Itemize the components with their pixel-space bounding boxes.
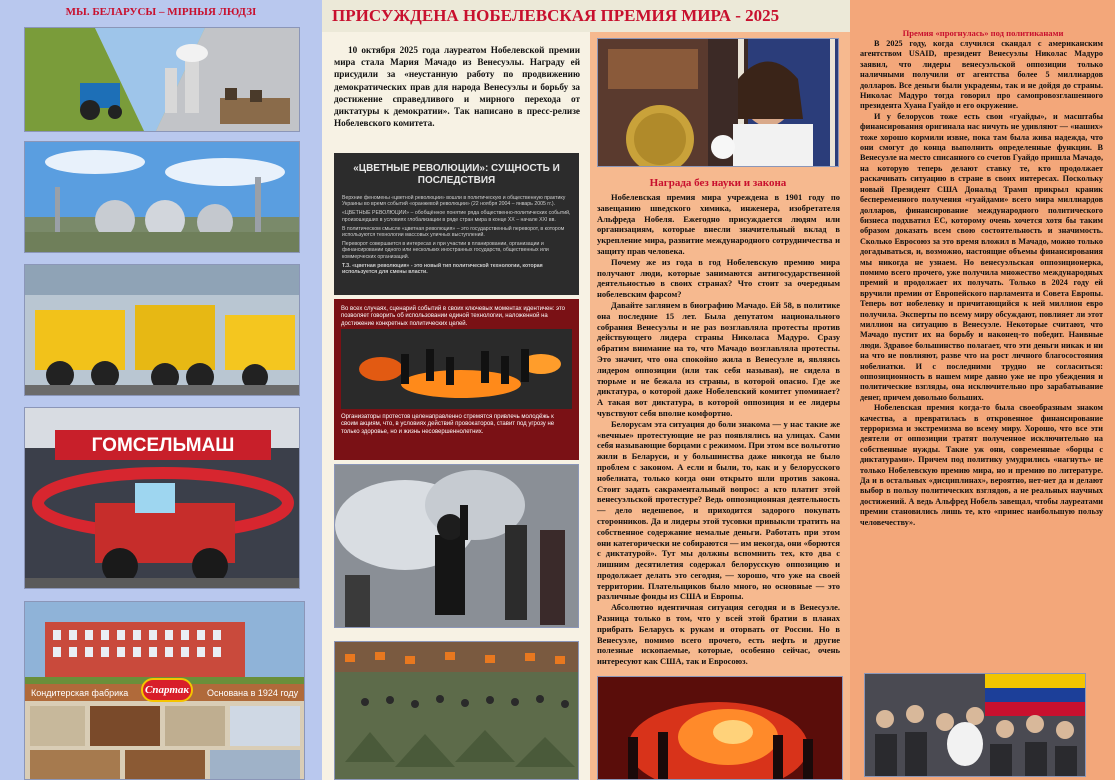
left-column-title: МЫ. БЕЛАРУСЫ – МІРНЫЯ ЛЮДЗІ <box>65 6 257 18</box>
col3-subtitle: Награда без науки и закона <box>649 177 787 189</box>
col3-paragraph: Почему же из года в год Нобелевскую премию мира получают люди, которые занимаются антигосударственной деятельностью в своих странах? Что стоит за очередным нобелевским фарсом? <box>597 256 840 300</box>
protest-card-top-text: Во всех случаях, сценарий событий в своих ключевых моментах идентичен: это позволяет говорить об использовании единой технологии, наложенной на достижение конкретных политических целей. <box>341 306 565 327</box>
col4-paragraph: В 2025 году, когда случился скандал с американским агентством USAID, президент Венесуэлы Николас Мадуро заявил, что лидеры венесуэльской оппозиции только наличными получили от агентства более 5 миллиардов долларов. Все деньги были украдены, так и не дойдя до страны. Николас Мадуро тогда говорил про самопровозглашенного президента Хуана Гуайдо и его окружение. <box>860 39 1103 111</box>
doc-paragraph: «ЦВЕТНЫЕ РЕВОЛЮЦИИ» – обобщённое понятие ряда общественно-политических событий, произошедших в условиях глобализации в ряде стран мира в конце XX – начале XXI вв. <box>342 210 571 223</box>
col4-text <box>860 39 1103 528</box>
photo-spartak <box>24 601 305 780</box>
photo-camp-crowd <box>334 641 579 780</box>
photo-tear-gas <box>334 464 579 628</box>
doc-colored-revolutions <box>334 153 579 295</box>
photo-refinery <box>24 141 300 253</box>
spartak-caption-right: Основана в 1924 году <box>207 688 299 698</box>
photo-venezuela-crowd <box>864 673 1086 777</box>
photo-gomselmash <box>24 407 300 589</box>
riot-photo <box>341 329 572 409</box>
photo-machado-medal <box>597 38 839 167</box>
col4-subtitle: Премия «прогнулась» под политиканами <box>902 28 1064 38</box>
page-title: ПРИСУЖДЕНА НОБЕЛЕВСКАЯ ПРЕМИЯ МИРА - 2025 <box>332 6 780 25</box>
spartak-caption-left: Кондитерская фабрика <box>31 688 129 698</box>
doc-signature: Т.З. «цветная революция» - это новый тип политической технологии, которая используется для смены власти. <box>342 262 543 276</box>
col3-paragraph: Белорусам эта ситуация до боли знакома — у нас такие же «вечные» протестующие не раз появлялись на улицах. Сами себя называющие борцами с режимом. При этом все вольготно жили в Беларуси, и у большинства даже никогда не было проблем с законом. А если и были, то, как и у белорусского нобелиата, только когда они открыто шли против закона. Стоит задать сакраментальный вопрос: а кто платит этой венесуэльской протестуре? Ведь оппозиционная деятельность — дело недешевое, и приходится задорого покупать сторонников. Да и лидеры этой тусовки привыкли тратить на собственное содержание немалые деньги. Работать при этом они категорически не собираются — им некогда, они «борются с диктатурой». Тут мы должны вспомнить тех, кто два с лишним десятилетия содержал белорусскую оппозицию и продолжает делать это сегодня, — хорошо, что уже на своей территории. Плательщиков было много, но основные — это различные фонды из США и Европы. <box>597 418 840 602</box>
protest-card-bottom-text: Организаторы протестов целенаправленно стремятся привлечь молодёжь к своим акциям, что, в условиях действий провокаторов, ставит под угрозу не только здоровье, но и жизнь несовершеннолетних. <box>341 414 555 435</box>
left-column <box>0 0 322 780</box>
doc-paragraph: Верхние феномены «цветной революции» вошли в политическую и общественную практику Украины во время событий «оранжевой революции» (22 ноября 2004 – январь 2005 гг.). <box>342 195 566 208</box>
photo-belaz-trucks <box>24 264 300 396</box>
doc-paragraph: Переворот совершается в интересах и при участии в планировании, организации и финансировании одного или нескольких иностранных государств, общественных или коммерческих организаций. <box>342 241 549 260</box>
header-bar <box>322 0 850 32</box>
col3-paragraph: Давайте заглянем в биографию Мачадо. Ей 58, в политике она последние 15 лет. Была депутатом национального собрания Венесуэлы и не раз возглавляла протесты против действующего лидера страны Николаса Мадуро. Сразу обратим внимание на то, что Мачадо возглавляла протесты. Это значит, что она спокойно жила в Венесуэле и, являясь лидером оппозиции (или так себя называя), не сидела в тюрьме и не бежала из страны, в которой опасно. Где же диктатура, о которой даже Нобелевский комитет упоминает? А такая вот диктатура, в которой оппозиция и ее лидеры чувствуют себя вполне комфортно. <box>597 299 840 418</box>
photo-agriculture-collage <box>24 27 300 132</box>
col4-paragraph: И у белорусов тоже есть свои «гуайды», и масштабы финансирования оригинала нас ничуть не удивляют — «наших» тоже хорошо кормили извне, пока там была жива надежда, что они смогут до конца выполнить определенные функции. В Венесуэле на место списанного со счетов Гуайдо пришла Мачадо, на которую теперь делают ставку те, кто продолжает раскачивать ситуацию в стране в своих интересах. Поскольку новый Президент США Дональд Трамп прикрыл краник беспеременного получения «гуайдами» всего мира миллиардов долларов, финансирование международного политического бизнеса подхватил ЕС, которому очень хочется хотя бы таким образом доказать всем свою состоятельность и значимость. Сколько Евросоюз за это время вложил в Мачадо, можно только догадываться, и, возможно, настоящие объемы финансирования мы никогда не узнаем. Но венесуэльская оппозиционерка, помимо всего прочего, уже получила множество международных премий и продолжает их получать. Только в 2024 году ей вручили премии от Европейского парламента и Совета Европы. Теперь вот нобелевку и причитающийся к ней миллион евро получила. Эксперты по всему миру обсуждают, повлияет ли этот миллион на ситуацию в Венесуэле. Некоторые считают, что Мачадо пустит их на борьбу и наконец-то победит. Наивные люди. Здравое большинство полагает, что эти деньги никак и ни на что не повлияют, разве что на рост личного благосостояния нобелиатки. И с последними трудно не согласиться: оппозиционность в нашем мире давно уже не про убеждения и политические взгляды, она исключительно про зарабатывание денег, причем довольно больших. <box>860 111 1103 402</box>
col4-paragraph: Нобелевская премия когда-то была своеобразным знаком качества, а превратилась в откровенное финансирование терроризма и экстремизма во всему миру. Хорошо, что все эти деятели от оппозиции тратят полученное исключительно на собственные нужды. Такие уж они, современные «борцы с диктатурами». Причем под политику умудрились «нагнуть» не только Нобелевскую премию мира, но и премию по литературе. Да и в остальных «дисциплинах», вероятно, нет-нет да и делают выбор в пользу политических взглядов, а не реальных научных достижений. А ведь Альфред Нобель завещал, чтобы лауреатами премии становились лишь те, кто «принес наибольшую пользу человечеству». <box>860 403 1103 527</box>
protest-card <box>334 299 579 460</box>
photo-flares <box>597 676 843 780</box>
col2-intro: 10 октября 2025 года лауреатом Нобелевской премии мира стала Мария Мачадо из Венесуэлы. Награду ей присудили за «неустанную работу по продвижению демократических прав для народа Венесуэлы и борьбу за достижение справедливого и мирного перехода от диктатуры к демократии». Так написано в пресс-релизе Нобелевского комитета. <box>334 45 580 129</box>
col3-text <box>597 192 840 667</box>
col3-paragraph: Абсолютно идентичная ситуация сегодня и в Венесуэле. Разница только в том, что у всей этой братии в планах прибрать Беларусь к рукам и оторвать от России. Но в Венесуэле, помимо всего прочего, есть нефть и другие полезные ископаемые, которые, особенно сейчас, очень интересуют как США, так и Евросоюз. <box>597 602 840 667</box>
doc-paragraph: В политическом смысле «цветная революция» – это государственный переворот, в котором используются технологии массовых уличных выступлений. <box>342 225 565 239</box>
col3-paragraph: Нобелевская премия мира учреждена в 1901 году по завещанию шведского химика, инженера, изобретателя Альфреда Нобеля. Ежегодно присуждается людям или организациям, которые внесли значительный вклад в укрепление мира, развитие международного сотрудничества и защиту прав человека. <box>597 192 840 256</box>
gomselmash-sign: ГОМСЕЛЬМАШ <box>91 435 235 456</box>
spartak-logo: Спартак <box>141 678 193 702</box>
doc-title: «ЦВЕТНЫЕ РЕВОЛЮЦИИ»: СУЩНОСТЬ И ПОСЛЕДСТВИЯ <box>353 163 560 186</box>
